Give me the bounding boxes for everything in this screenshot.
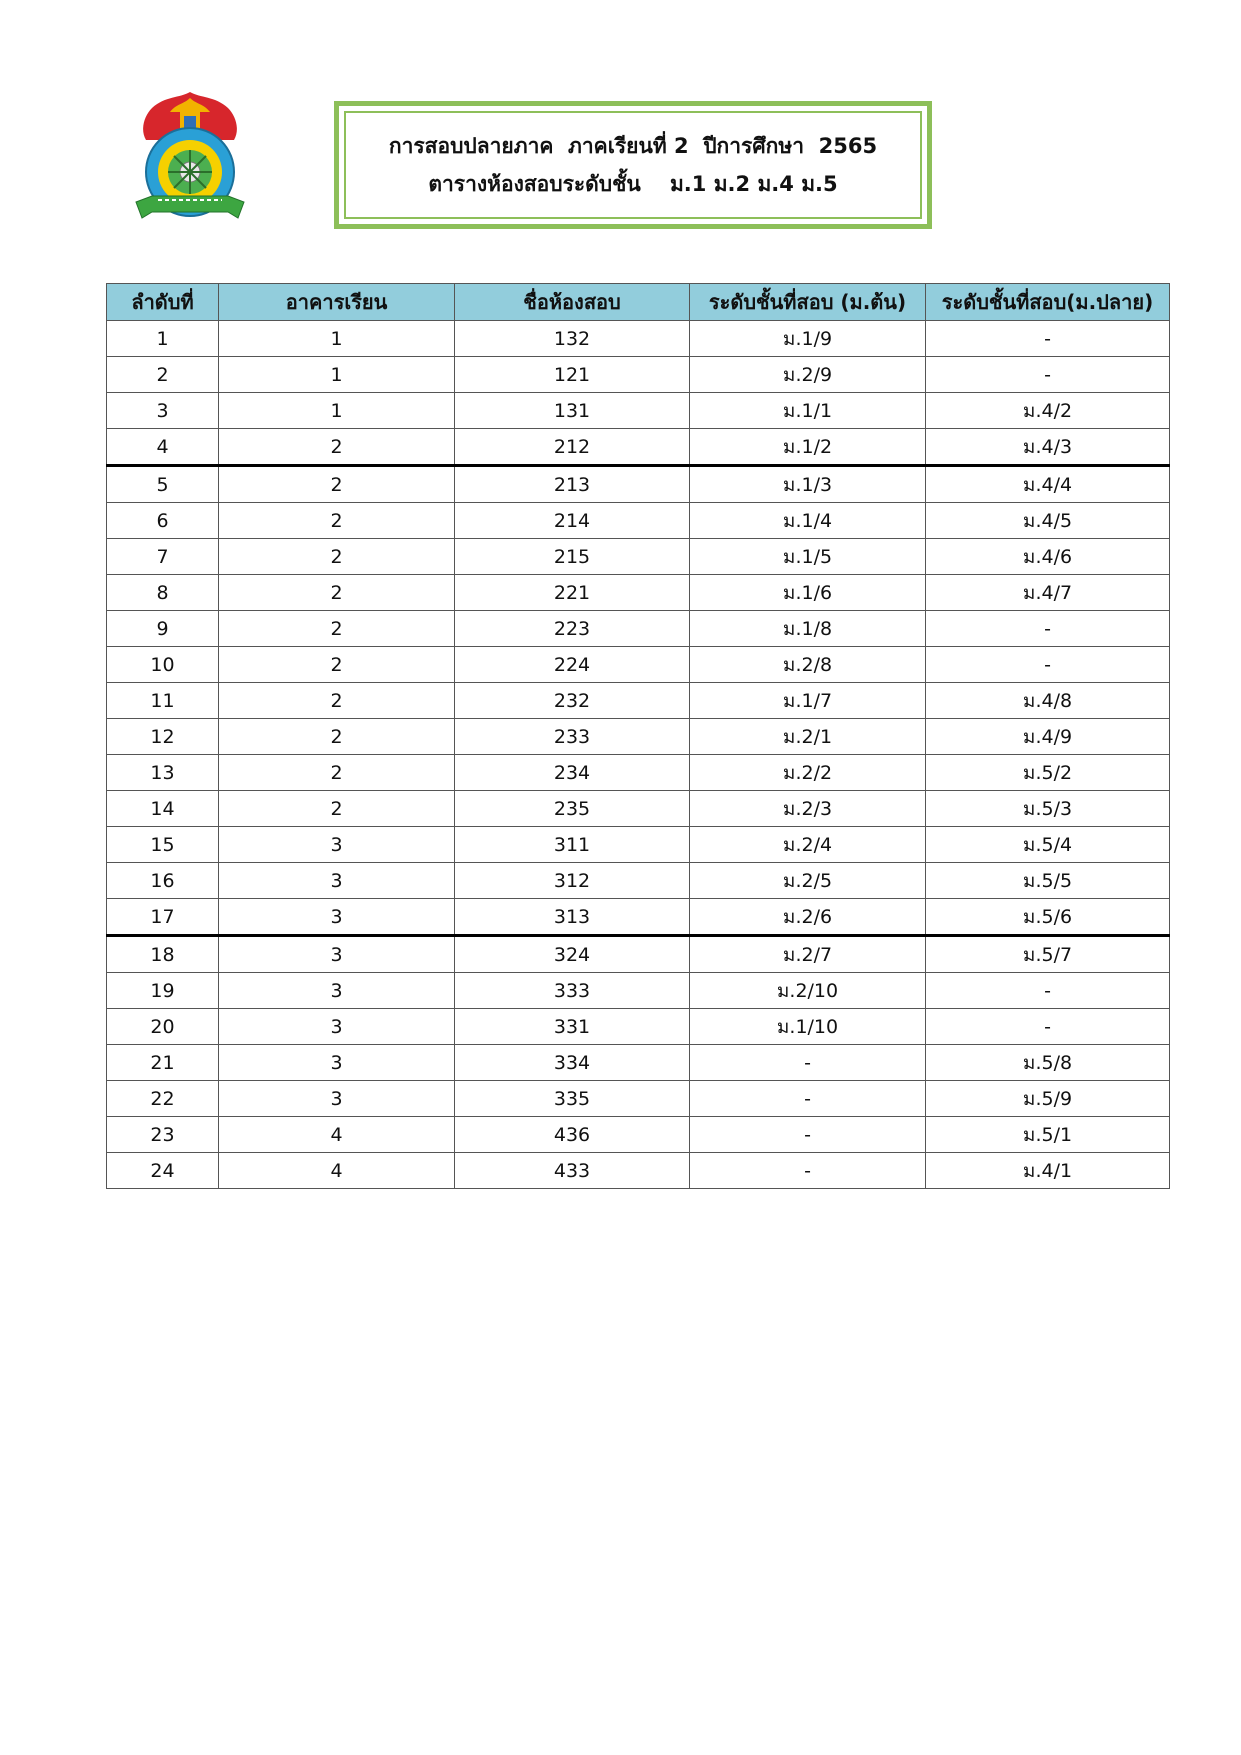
building-cell: 3	[219, 899, 455, 936]
upper-level-cell: ม.4/5	[926, 503, 1170, 539]
table-row	[107, 1045, 1170, 1081]
order-cell: 22	[107, 1081, 219, 1117]
upper-level-cell: ม.5/5	[926, 863, 1170, 899]
lower-level-cell: ม.2/4	[690, 827, 926, 863]
table-row	[107, 899, 1170, 936]
building-cell: 2	[219, 503, 455, 539]
building-cell: 4	[219, 1117, 455, 1153]
order-cell: 17	[107, 899, 219, 936]
order-cell: 13	[107, 755, 219, 791]
order-cell: 23	[107, 1117, 219, 1153]
lower-level-cell: ม.2/3	[690, 791, 926, 827]
room-cell: 313	[455, 899, 690, 936]
room-cell: 334	[455, 1045, 690, 1081]
lower-level-cell: -	[690, 1117, 926, 1153]
table-header-row	[107, 284, 1170, 321]
room-cell: 234	[455, 755, 690, 791]
column-header-lower-level: ระดับชั้นที่สอบ (ม.ต้น)	[690, 284, 926, 321]
building-cell: 1	[219, 357, 455, 393]
upper-level-cell: -	[926, 611, 1170, 647]
order-cell: 16	[107, 863, 219, 899]
table-row	[107, 973, 1170, 1009]
building-cell: 4	[219, 1153, 455, 1189]
upper-level-cell: ม.4/4	[926, 466, 1170, 503]
building-cell: 2	[219, 683, 455, 719]
room-cell: 131	[455, 393, 690, 429]
order-cell: 15	[107, 827, 219, 863]
column-header-order: ลำดับที่	[107, 284, 219, 321]
order-cell: 1	[107, 321, 219, 357]
room-cell: 132	[455, 321, 690, 357]
order-cell: 19	[107, 973, 219, 1009]
lower-level-cell: ม.1/5	[690, 539, 926, 575]
column-header-upper-level: ระดับชั้นที่สอบ(ม.ปลาย)	[926, 284, 1170, 321]
order-cell: 24	[107, 1153, 219, 1189]
lower-level-cell: -	[690, 1045, 926, 1081]
order-cell: 20	[107, 1009, 219, 1045]
building-cell: 3	[219, 863, 455, 899]
upper-level-cell: ม.5/8	[926, 1045, 1170, 1081]
order-cell: 18	[107, 936, 219, 973]
lower-level-cell: ม.2/8	[690, 647, 926, 683]
table-body	[107, 321, 1170, 1189]
building-cell: 2	[219, 791, 455, 827]
table-row	[107, 321, 1170, 357]
building-cell: 2	[219, 539, 455, 575]
upper-level-cell: -	[926, 357, 1170, 393]
building-cell: 2	[219, 466, 455, 503]
room-cell: 235	[455, 791, 690, 827]
table-row	[107, 466, 1170, 503]
order-cell: 6	[107, 503, 219, 539]
building-cell: 1	[219, 393, 455, 429]
table-row	[107, 791, 1170, 827]
room-cell: 233	[455, 719, 690, 755]
upper-level-cell: ม.4/3	[926, 429, 1170, 466]
room-cell: 121	[455, 357, 690, 393]
room-cell: 333	[455, 973, 690, 1009]
room-cell: 433	[455, 1153, 690, 1189]
upper-level-cell: -	[926, 647, 1170, 683]
order-cell: 7	[107, 539, 219, 575]
order-cell: 12	[107, 719, 219, 755]
table-row	[107, 647, 1170, 683]
table-row	[107, 863, 1170, 899]
room-cell: 331	[455, 1009, 690, 1045]
lower-level-cell: ม.1/7	[690, 683, 926, 719]
room-cell: 223	[455, 611, 690, 647]
building-cell: 2	[219, 575, 455, 611]
lower-level-cell: ม.1/1	[690, 393, 926, 429]
upper-level-cell: ม.5/3	[926, 791, 1170, 827]
order-cell: 3	[107, 393, 219, 429]
lower-level-cell: ม.1/4	[690, 503, 926, 539]
order-cell: 9	[107, 611, 219, 647]
upper-level-cell: ม.5/7	[926, 936, 1170, 973]
table-row	[107, 575, 1170, 611]
room-cell: 232	[455, 683, 690, 719]
upper-level-cell: ม.4/8	[926, 683, 1170, 719]
lower-level-cell: ม.2/1	[690, 719, 926, 755]
upper-level-cell: ม.5/1	[926, 1117, 1170, 1153]
lower-level-cell: ม.1/3	[690, 466, 926, 503]
lower-level-cell: ม.2/10	[690, 973, 926, 1009]
order-cell: 5	[107, 466, 219, 503]
building-cell: 2	[219, 429, 455, 466]
room-cell: 324	[455, 936, 690, 973]
room-cell: 221	[455, 575, 690, 611]
order-cell: 11	[107, 683, 219, 719]
upper-level-cell: ม.5/9	[926, 1081, 1170, 1117]
title-inner	[344, 111, 922, 219]
building-cell: 2	[219, 719, 455, 755]
table-row	[107, 1081, 1170, 1117]
upper-level-cell: ม.5/6	[926, 899, 1170, 936]
lower-level-cell: ม.2/2	[690, 755, 926, 791]
table-row	[107, 1153, 1170, 1189]
upper-level-cell: ม.5/4	[926, 827, 1170, 863]
building-cell: 3	[219, 1009, 455, 1045]
order-cell: 10	[107, 647, 219, 683]
order-cell: 4	[107, 429, 219, 466]
table-row	[107, 683, 1170, 719]
table-row	[107, 827, 1170, 863]
upper-level-cell: ม.4/1	[926, 1153, 1170, 1189]
lower-level-cell: ม.1/9	[690, 321, 926, 357]
room-cell: 311	[455, 827, 690, 863]
lower-level-cell: ม.1/10	[690, 1009, 926, 1045]
order-cell: 2	[107, 357, 219, 393]
table-row	[107, 393, 1170, 429]
building-cell: 3	[219, 973, 455, 1009]
building-cell: 3	[219, 1045, 455, 1081]
room-cell: 312	[455, 863, 690, 899]
upper-level-cell: -	[926, 973, 1170, 1009]
building-cell: 3	[219, 827, 455, 863]
upper-level-cell: ม.4/9	[926, 719, 1170, 755]
school-emblem-icon	[130, 90, 250, 230]
table-row	[107, 539, 1170, 575]
lower-level-cell: ม.1/8	[690, 611, 926, 647]
upper-level-cell: -	[926, 1009, 1170, 1045]
room-cell: 224	[455, 647, 690, 683]
table-row	[107, 936, 1170, 973]
building-cell: 1	[219, 321, 455, 357]
column-header-building: อาคารเรียน	[219, 284, 455, 321]
lower-level-cell: ม.2/6	[690, 899, 926, 936]
order-cell: 14	[107, 791, 219, 827]
table-row	[107, 429, 1170, 466]
table-row	[107, 719, 1170, 755]
room-cell: 213	[455, 466, 690, 503]
building-cell: 3	[219, 936, 455, 973]
lower-level-cell: ม.2/5	[690, 863, 926, 899]
upper-level-cell: ม.4/6	[926, 539, 1170, 575]
table-row	[107, 503, 1170, 539]
order-cell: 8	[107, 575, 219, 611]
building-cell: 2	[219, 611, 455, 647]
table-row	[107, 755, 1170, 791]
upper-level-cell: -	[926, 321, 1170, 357]
upper-level-cell: ม.4/2	[926, 393, 1170, 429]
upper-level-cell: ม.5/2	[926, 755, 1170, 791]
lower-level-cell: ม.2/9	[690, 357, 926, 393]
table-row	[107, 1117, 1170, 1153]
title-box	[334, 101, 932, 229]
lower-level-cell: ม.1/6	[690, 575, 926, 611]
room-cell: 436	[455, 1117, 690, 1153]
room-cell: 212	[455, 429, 690, 466]
table-row	[107, 611, 1170, 647]
room-cell: 215	[455, 539, 690, 575]
lower-level-cell: ม.2/7	[690, 936, 926, 973]
lower-level-cell: -	[690, 1153, 926, 1189]
room-cell: 214	[455, 503, 690, 539]
exam-title: การสอบปลายภาค ภาคเรียนที่ 2 ปีการศึกษา 2565	[388, 134, 878, 158]
lower-level-cell: ม.1/2	[690, 429, 926, 466]
column-header-room: ชื่อห้องสอบ	[455, 284, 690, 321]
exam-subtitle: ตารางห้องสอบระดับชั้น ม.1 ม.2 ม.4 ม.5	[428, 172, 838, 196]
exam-room-table	[106, 283, 1170, 1189]
order-cell: 21	[107, 1045, 219, 1081]
table-row	[107, 1009, 1170, 1045]
upper-level-cell: ม.4/7	[926, 575, 1170, 611]
building-cell: 2	[219, 755, 455, 791]
building-cell: 3	[219, 1081, 455, 1117]
lower-level-cell: -	[690, 1081, 926, 1117]
building-cell: 2	[219, 647, 455, 683]
room-cell: 335	[455, 1081, 690, 1117]
table-row	[107, 357, 1170, 393]
